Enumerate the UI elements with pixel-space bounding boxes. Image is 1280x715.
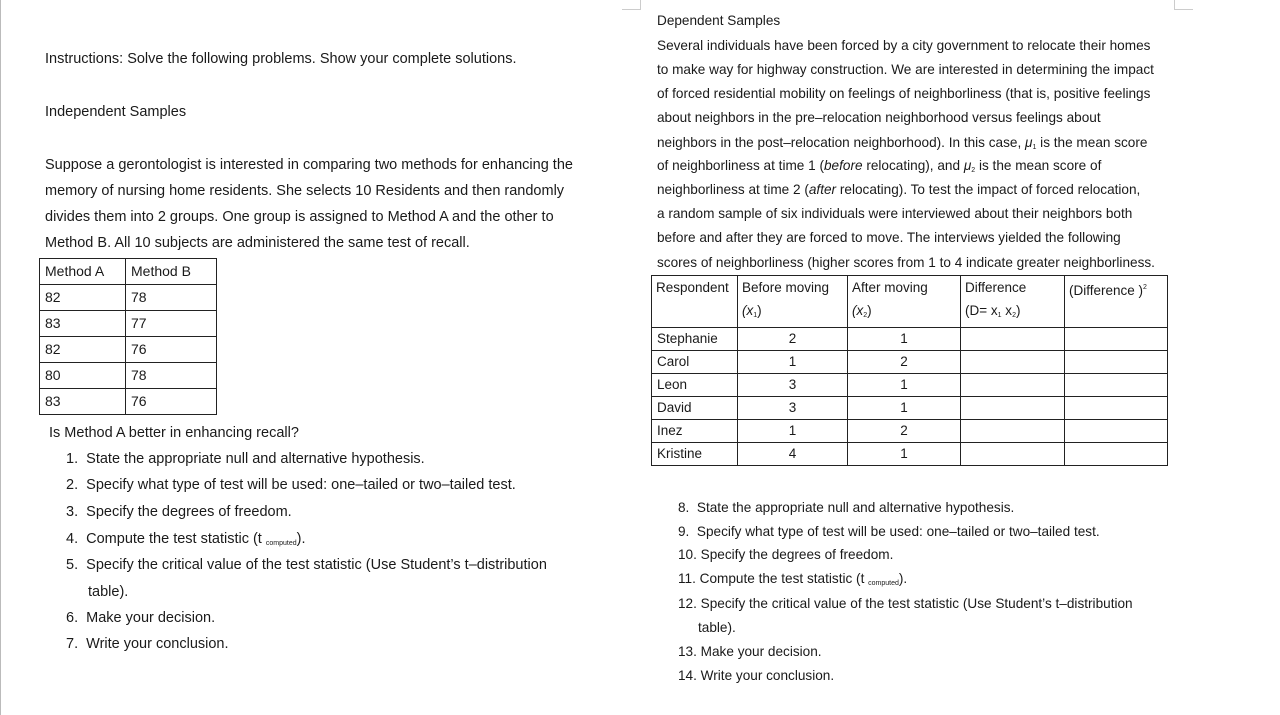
table-row xyxy=(40,363,217,389)
difference-cell xyxy=(961,374,1065,397)
text: neighborliness at time 2 ( xyxy=(657,182,809,197)
close-paren: ). xyxy=(296,531,306,547)
header-text: Before moving xyxy=(742,280,830,295)
dependent-samples-table xyxy=(651,275,1168,466)
cell: 78 xyxy=(126,363,217,389)
table-row xyxy=(652,351,1168,374)
header-sub xyxy=(742,299,843,327)
page-edge xyxy=(0,0,1,715)
respondent-cell: Leon xyxy=(652,374,738,397)
before-cell: 3 xyxy=(738,397,848,420)
cell: 83 xyxy=(40,311,126,337)
list-item xyxy=(678,571,907,587)
text: x xyxy=(1001,303,1013,318)
list-item: 7. Write your conclusion. xyxy=(66,636,229,652)
subscript: 1 xyxy=(753,312,758,319)
header-sub xyxy=(965,299,1060,327)
after-cell: 1 xyxy=(848,397,961,420)
respondent-cell: David xyxy=(652,397,738,420)
text: relocating), and xyxy=(862,158,964,173)
text: (x xyxy=(742,303,754,318)
list-item: 5. Specify the critical value of the test statistic (Use Student’s t–distribution xyxy=(66,557,547,573)
after-cell: 2 xyxy=(848,351,961,374)
paragraph-line: of forced residential mobility on feelings of neighborliness (that is, positive feelings xyxy=(657,86,1151,101)
list-item xyxy=(66,531,305,547)
list-item-text: 11. Compute the test statistic (t xyxy=(678,571,869,586)
list-item: 6. Make your decision. xyxy=(66,610,216,626)
list-item: 2. Specify what type of test will be used: one–tailed or two–tailed test. xyxy=(66,477,516,493)
text: (x xyxy=(852,303,864,318)
difference-cell xyxy=(961,328,1065,351)
paragraph-line: to make way for highway construction. We are interested in determining the impact xyxy=(657,62,1154,77)
after-cell: 1 xyxy=(848,443,961,466)
cell: 76 xyxy=(126,389,217,415)
table-row xyxy=(652,443,1168,466)
cell: 82 xyxy=(40,285,126,311)
table-row xyxy=(40,389,217,415)
subscript: computed xyxy=(868,580,899,587)
cell: 78 xyxy=(126,285,217,311)
text: ) xyxy=(1015,303,1021,318)
header-after xyxy=(848,276,961,328)
cell: 77 xyxy=(126,311,217,337)
independent-samples-table xyxy=(39,258,217,415)
list-item: 3. Specify the degrees of freedom. xyxy=(66,504,292,520)
paragraph-line xyxy=(657,182,1140,197)
respondent-cell: Stephanie xyxy=(652,328,738,351)
before-cell: 1 xyxy=(738,420,848,443)
list-item-text: 4. Compute the test statistic (t xyxy=(66,531,266,547)
after-cell: 1 xyxy=(848,374,961,397)
header-before xyxy=(738,276,848,328)
difference-squared-cell xyxy=(1065,328,1168,351)
header-text: (Difference ) xyxy=(1069,283,1144,298)
subscript: 2 xyxy=(1012,312,1016,319)
subscript: 1 xyxy=(997,312,1002,319)
difference-squared-cell xyxy=(1065,420,1168,443)
question: Is Method A better in enhancing recall? xyxy=(49,425,299,441)
header-respondent: Respondent xyxy=(652,276,738,328)
paragraph-line: memory of nursing home residents. She selects 10 Residents and then randomly xyxy=(45,183,565,199)
text: neighbors in the post–relocation neighborhood). In this case, xyxy=(657,135,1026,150)
subscript: computed xyxy=(265,540,297,547)
subscript: 1 xyxy=(1032,144,1037,151)
respondent-cell: Kristine xyxy=(652,443,738,466)
paragraph-line: Several individuals have been forced by a city government to relocate their homes xyxy=(657,38,1151,53)
header-difference-squared xyxy=(1065,276,1168,328)
paragraph-line xyxy=(657,135,1147,151)
close-paren: ). xyxy=(898,571,908,586)
before-cell: 4 xyxy=(738,443,848,466)
difference-cell xyxy=(961,420,1065,443)
paragraph-line: Method B. All 10 subjects are administered the same test of recall. xyxy=(45,235,470,251)
text: ) xyxy=(757,303,762,318)
table-row xyxy=(40,285,217,311)
cell: 82 xyxy=(40,337,126,363)
text: (D= x xyxy=(965,303,998,318)
italic-text: after xyxy=(808,182,837,197)
respondent-cell: Inez xyxy=(652,420,738,443)
table-header-row xyxy=(652,276,1168,328)
paragraph-line: a random sample of six individuals were interviewed about their neighbors both xyxy=(657,206,1133,221)
header-text: After moving xyxy=(852,280,928,295)
page-corner-mark xyxy=(622,0,641,10)
paragraph-line xyxy=(657,158,1101,174)
paragraph-line: before and after they are forced to move. The interviews yielded the following xyxy=(657,230,1121,245)
list-item-continuation: table). xyxy=(698,620,736,635)
table-row xyxy=(652,420,1168,443)
difference-squared-cell xyxy=(1065,351,1168,374)
before-cell: 1 xyxy=(738,351,848,374)
paragraph-line: scores of neighborliness (higher scores from 1 to 4 indicate greater neighborliness. xyxy=(657,255,1155,270)
paragraph-line: divides them into 2 groups. One group is assigned to Method A and the other to xyxy=(45,209,554,225)
table-header-row xyxy=(40,259,217,285)
section-heading-dependent: Dependent Samples xyxy=(657,13,781,28)
mu-symbol: μ xyxy=(963,158,972,173)
table-row xyxy=(652,397,1168,420)
text: is the mean score xyxy=(1036,135,1148,150)
list-item: 14. Write your conclusion. xyxy=(678,668,835,683)
difference-squared-cell xyxy=(1065,374,1168,397)
difference-cell xyxy=(961,351,1065,374)
section-heading-independent: Independent Samples xyxy=(45,104,187,120)
header-sub xyxy=(852,299,956,327)
table-row xyxy=(652,374,1168,397)
paragraph-line: about neighbors in the pre–relocation neighborhood versus feelings about xyxy=(657,110,1101,125)
list-item: 1. State the appropriate null and alternative hypothesis. xyxy=(66,451,425,467)
cell: 83 xyxy=(40,389,126,415)
list-item: 8. State the appropriate null and alternative hypothesis. xyxy=(678,500,1015,515)
list-item-continuation: table). xyxy=(88,584,129,600)
list-item: 13. Make your decision. xyxy=(678,644,822,659)
before-cell: 2 xyxy=(738,328,848,351)
superscript: 2 xyxy=(1143,284,1147,291)
difference-squared-cell xyxy=(1065,397,1168,420)
subscript: 2 xyxy=(971,167,976,174)
table-row xyxy=(40,311,217,337)
text: is the mean score of xyxy=(975,158,1102,173)
header-text: Difference xyxy=(965,280,1027,295)
after-cell: 1 xyxy=(848,328,961,351)
list-item: 9. Specify what type of test will be used: one–tailed or two–tailed test. xyxy=(678,524,1100,539)
page-corner-mark xyxy=(1174,0,1193,10)
cell: 76 xyxy=(126,337,217,363)
subscript: 2 xyxy=(863,312,868,319)
text: of neighborliness at time 1 ( xyxy=(657,158,824,173)
table-row xyxy=(40,337,217,363)
after-cell: 2 xyxy=(848,420,961,443)
difference-cell xyxy=(961,443,1065,466)
table-row xyxy=(652,328,1168,351)
list-item: 10. Specify the degrees of freedom. xyxy=(678,547,894,562)
difference-squared-cell xyxy=(1065,443,1168,466)
text: ) xyxy=(867,303,872,318)
cell: 80 xyxy=(40,363,126,389)
header-method-a: Method A xyxy=(40,259,126,285)
mu-symbol: μ xyxy=(1025,135,1033,150)
header-difference xyxy=(961,276,1065,328)
respondent-cell: Carol xyxy=(652,351,738,374)
italic-text: before xyxy=(824,158,863,173)
header-method-b: Method B xyxy=(126,259,217,285)
difference-cell xyxy=(961,397,1065,420)
text: relocating). To test the impact of forced relocation, xyxy=(836,182,1141,197)
instructions: Instructions: Solve the following problems. Show your complete solutions. xyxy=(45,51,517,67)
paragraph-line: Suppose a gerontologist is interested in comparing two methods for enhancing the xyxy=(45,157,573,173)
list-item: 12. Specify the critical value of the test statistic (Use Student’s t–distribution xyxy=(678,596,1133,611)
before-cell: 3 xyxy=(738,374,848,397)
